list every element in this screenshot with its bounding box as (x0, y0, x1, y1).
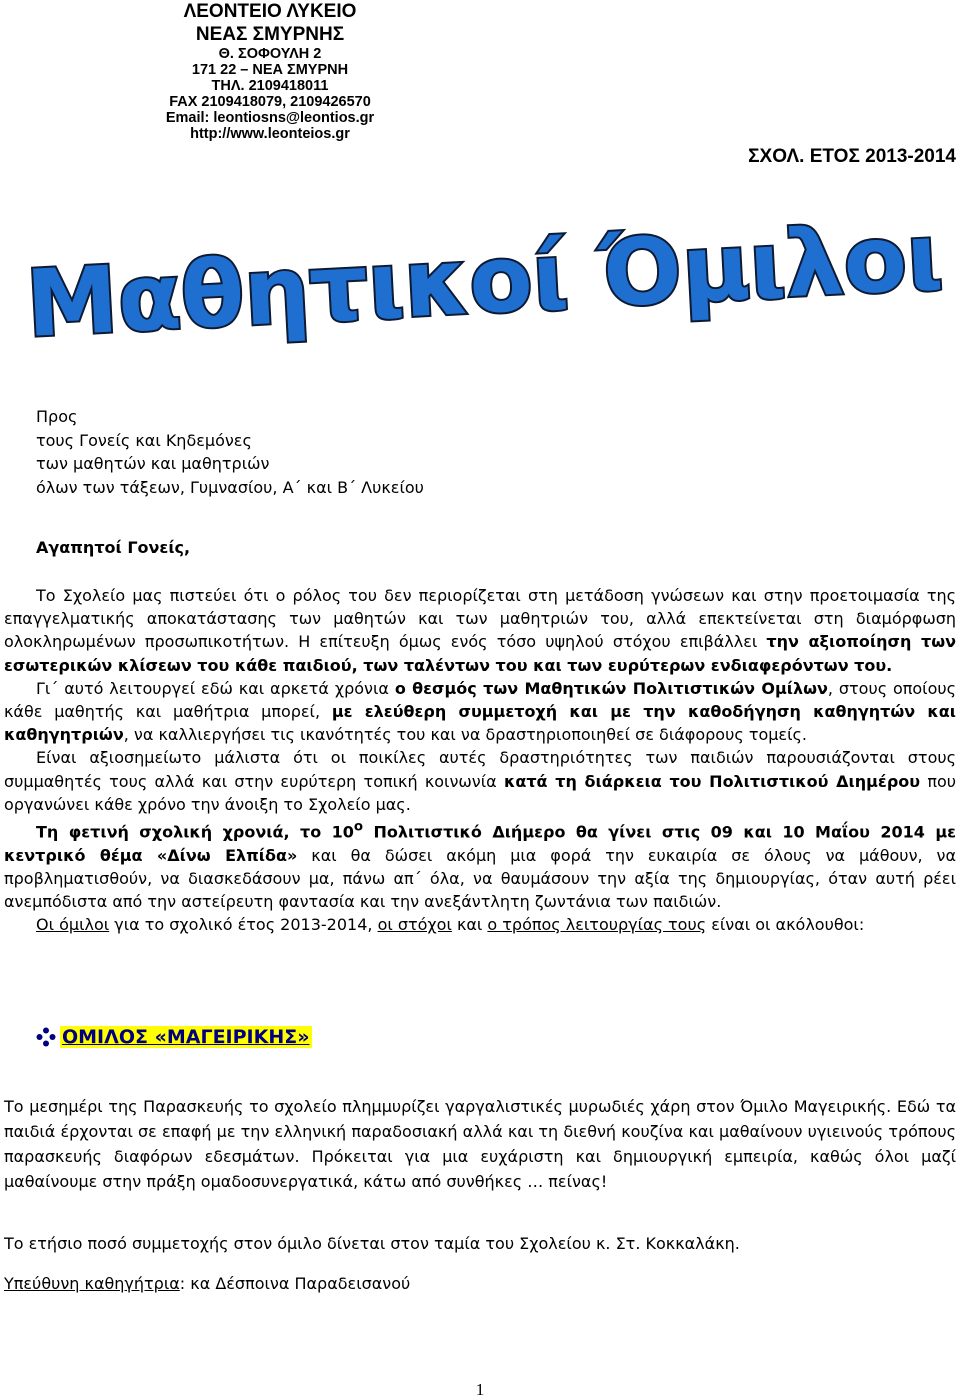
club-title: ΟΜΙΛΟΣ «ΜΑΓΕΙΡΙΚΗΣ» (62, 1026, 310, 1048)
title-text: Μαθητικοί Όμιλοι (23, 203, 946, 358)
addressee-block (36, 405, 424, 499)
underlined-run: Οι όμιλοι (36, 915, 110, 935)
addressee-line: όλων των τάξεων, Γυμνασίου, Α΄ και Β΄ Λυκείου (36, 477, 424, 497)
paragraph-2 (4, 677, 956, 747)
responsible-teacher (4, 1274, 410, 1293)
school-street: Θ. ΣΟΦΟΥΛΗ 2 (218, 46, 322, 62)
school-phone: ΤΗΛ. 2109418011 (211, 78, 329, 94)
paragraph-5 (4, 913, 956, 936)
text-run: Γι΄ αυτό λειτουργεί εδώ και αρκετά χρόνια (36, 678, 395, 698)
bold-run: την αξιοποίηση των εσωτερικών κλίσεων του κάθε παιδιού, των ταλέντων του και των ευρύτερων ενδιαφερόντων του. (4, 632, 956, 675)
superscript: ο (353, 820, 364, 836)
club-description (4, 1094, 956, 1194)
school-email: Email: leontiosns@leontios.gr (165, 110, 375, 126)
school-area: ΝΕΑΣ ΣΜΥΡΝΗΣ (195, 24, 345, 45)
addressee-line: τους Γονείς και Κηδεμόνες (36, 430, 252, 450)
club-heading (36, 1026, 312, 1048)
school-website: http://www.leonteios.gr (190, 126, 350, 142)
bold-run: κατά τη διάρκεια του Πολιτιστικού Διημέρου (503, 771, 921, 791)
text-run: που οργανώνει κάθε χρόνο την άνοιξη το Σχολείο μας. (4, 771, 957, 814)
underlined-run: οι στόχοι (377, 915, 452, 935)
text-run: και (451, 915, 488, 935)
school-header (80, 0, 460, 142)
bold-run: Πολιτιστικό Διήμερο θα γίνει στις 09 και 10 Μαΐου 2014 με κεντρικό θέμα «Δίνω Ελπίδα» (4, 822, 956, 865)
paragraph-4 (4, 816, 956, 913)
text-run: είναι οι ακόλουθοι: (706, 915, 865, 935)
underlined-run: ο τρόπος λειτουργίας τους (487, 915, 707, 935)
responsible-name: : κα Δέσποινα Παραδεισανού (179, 1274, 411, 1293)
bold-run: ο θεσμός των Μαθητικών Πολιτιστικών Ομίλων (394, 678, 828, 698)
diamond-bullet-icon (36, 1027, 56, 1047)
school-fax: FAX 2109418079, 2109426570 (169, 94, 371, 110)
responsible-label: Υπεύθυνη καθηγήτρια (4, 1274, 180, 1293)
greeting: Αγαπητοί Γονείς, (36, 538, 191, 557)
text-run: , να καλλιεργήσει τις ικανότητές του και να δραστηριοποιηθεί σε διάφορους τομείς. (123, 725, 807, 745)
text-run: για το σχολικό έτος 2013-2014, (109, 915, 378, 935)
addressee-line: των μαθητών και μαθητριών (36, 454, 270, 473)
paragraph-3 (4, 746, 956, 816)
bold-run: με ελεύθερη συμμετοχή και με την καθοδήγηση καθηγητών και καθηγητριών (4, 702, 956, 745)
addressee-line: Προς (36, 407, 78, 426)
title-wordart (23, 203, 946, 362)
letter-body (4, 584, 956, 936)
participation-fee: Το ετήσιο ποσό συμμετοχής στον όμιλο δίνεται στον ταμία του Σχολείου κ. Στ. Κοκκαλάκη. (4, 1234, 740, 1253)
text-run: , στους οποίους κάθε μαθητής και μαθήτρια μπορεί, (4, 678, 957, 722)
school-year: ΣΧΟΛ. ΕΤΟΣ 2013-2014 (748, 146, 956, 167)
school-name: ΛΕΟΝΤΕΙΟ ΛΥΚΕΙΟ (183, 1, 357, 22)
text-run: Το Σχολείο μας πιστεύει ότι ο ρόλος του δεν περιορίζεται στη μετάδοση γνώσεων και στην προετοιμασία της επαγγελματικής αποκατάστασης των μαθητών και των μαθητριών του, αλλά επεκτείνεται στη διαμόρφωση ολοκληρωμένων προσωπικοτήτων. Η επίτευξη όμως ενός τόσο υψηλού στόχου επιβάλλει (4, 586, 956, 652)
school-city: 171 22 – ΝΕΑ ΣΜΥΡΝΗ (191, 62, 349, 78)
club-description-text: Το μεσημέρι της Παρασκευής το σχολείο πλημμυρίζει γαργαλιστικές μυρωδιές χάρη στον Όμιλο Μαγειρικής. Εδώ τα παιδιά έρχονται σε επαφή με την ελληνική παραδοσιακή αλλά και τη διεθνή κουζίνα και μαθαίνουν υγιεινούς τρόπους παρασκευής διαφόρων εδεσμάτων. Πρόκειται για μια ευχάριστη και δημιουργική εμπειρία, καθώς όλοι μαζί μαθαίνουμε στην πράξη ομαδοσυνεργατικά, κάτω από συνθήκες … πείνας! (4, 1097, 956, 1191)
text-run: Είναι αξιοσημείωτο μάλιστα ότι οι ποικίλες αυτές δραστηριότητες των παιδιών παρουσιάζονται στους συμμαθητές τους αλλά και στην ευρύτερη τοπική κοινωνία (4, 748, 956, 791)
bold-run: Τη φετινή σχολική χρονιά, το 10 (36, 822, 354, 842)
paragraph-1 (4, 584, 956, 677)
page-number: 1 (475, 1380, 485, 1399)
text-run: και θα δώσει ακόμη μια φορά την ευκαιρία σε όλους να μάθουν, να προβληματισθούν, να διασκεδάσουν μα, πάνω απ΄ όλα, να θαυμάσουν την αξία της δημιουργίας, όταν αυτή ρέει ανεμπόδιστα από την αστείρευτη φαντασία και την ανεξάντλητη ζωντάνια των παιδιών. (4, 845, 956, 911)
